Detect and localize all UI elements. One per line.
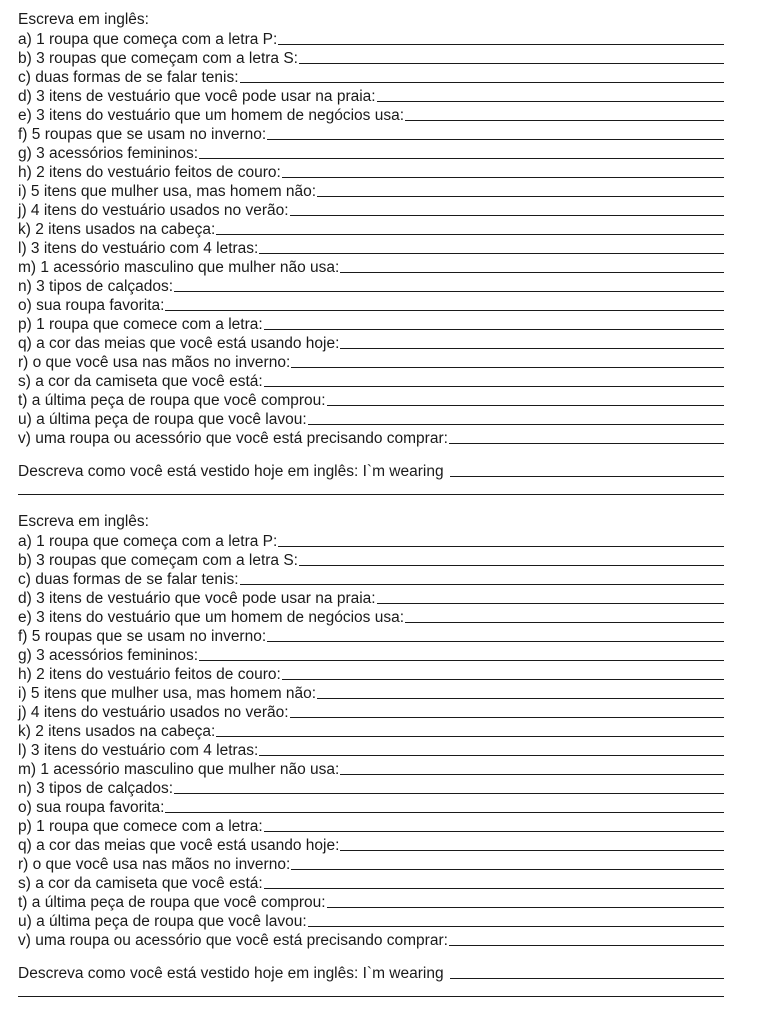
question-q	[18, 333, 724, 352]
question-n-text: n) 3 tipos de calçados:	[18, 780, 174, 797]
question-q-text: q) a cor das meias que você está usando hoje:	[18, 335, 340, 352]
question-g-text: g) 3 acessórios femininos:	[18, 145, 199, 162]
question-t-text: t) a última peça de roupa que você comprou:	[18, 894, 326, 911]
answer-line-l[interactable]	[259, 755, 724, 756]
question-n-text: n) 3 tipos de calçados:	[18, 278, 174, 295]
question-p-text: p) 1 roupa que comece com a letra:	[18, 818, 263, 835]
question-l	[18, 740, 724, 759]
answer-line-n[interactable]	[174, 291, 724, 292]
question-c-text: c) duas formas de se falar tenis:	[18, 69, 239, 86]
question-v	[18, 428, 724, 447]
extra-answer-line[interactable]	[18, 982, 724, 997]
worksheet-copy-1	[18, 10, 724, 495]
question-c-text: c) duas formas de se falar tenis:	[18, 571, 239, 588]
question-h-text: h) 2 itens do vestuário feitos de couro:	[18, 164, 281, 181]
question-o-text: o) sua roupa favorita:	[18, 297, 165, 314]
answer-line-q[interactable]	[340, 850, 724, 851]
question-s	[18, 371, 724, 390]
answer-line-q[interactable]	[340, 348, 724, 349]
question-s-text: s) a cor da camiseta que você está:	[18, 373, 263, 390]
answer-line-t[interactable]	[327, 405, 724, 406]
question-k	[18, 721, 724, 740]
question-u-text: u) a última peça de roupa que você lavou:	[18, 411, 307, 428]
answer-line-v[interactable]	[449, 443, 724, 444]
question-d-text: d) 3 itens de vestuário que você pode usar na praia:	[18, 88, 376, 105]
answer-line-m[interactable]	[340, 774, 724, 775]
answer-line-d[interactable]	[377, 603, 724, 604]
question-i	[18, 683, 724, 702]
answer-line-wearing[interactable]	[450, 978, 724, 979]
worksheet-copy-2	[18, 512, 724, 997]
question-s-text: s) a cor da camiseta que você está:	[18, 875, 263, 892]
question-f-text: f) 5 roupas que se usam no inverno:	[18, 628, 267, 645]
answer-line-b[interactable]	[299, 565, 724, 566]
question-h	[18, 664, 724, 683]
question-a	[18, 531, 724, 550]
answer-line-n[interactable]	[174, 793, 724, 794]
question-f	[18, 124, 724, 143]
question-i-text: i) 5 itens que mulher usa, mas homem não:	[18, 183, 317, 200]
question-j-text: j) 4 itens do vestuário usados no verão:	[18, 704, 289, 721]
answer-line-k[interactable]	[216, 736, 724, 737]
answer-line-j[interactable]	[290, 215, 724, 216]
answer-line-b[interactable]	[299, 63, 724, 64]
question-d	[18, 588, 724, 607]
question-r	[18, 352, 724, 371]
answer-line-g[interactable]	[199, 158, 724, 159]
question-v-text: v) uma roupa ou acessório que você está precisando comprar:	[18, 932, 448, 949]
question-v-text: v) uma roupa ou acessório que você está precisando comprar:	[18, 430, 448, 447]
closing-question	[18, 963, 724, 982]
answer-line-c[interactable]	[240, 82, 724, 83]
question-a	[18, 29, 724, 48]
question-m-text: m) 1 acessório masculino que mulher não usa:	[18, 761, 340, 778]
question-k	[18, 219, 724, 238]
answer-line-s[interactable]	[264, 888, 724, 889]
question-t	[18, 390, 724, 409]
question-m-text: m) 1 acessório masculino que mulher não usa:	[18, 259, 340, 276]
answer-line-l[interactable]	[259, 253, 724, 254]
question-p-text: p) 1 roupa que comece com a letra:	[18, 316, 263, 333]
answer-line-wearing[interactable]	[450, 476, 724, 477]
question-i	[18, 181, 724, 200]
closing-question-text: Descreva como você está vestido hoje em inglês: I`m wearing	[18, 965, 444, 982]
question-j	[18, 200, 724, 219]
question-u	[18, 911, 724, 930]
question-e-text: e) 3 itens do vestuário que um homem de negócios usa:	[18, 107, 405, 124]
answer-line-e[interactable]	[405, 120, 724, 121]
question-d	[18, 86, 724, 105]
question-v	[18, 930, 724, 949]
answer-line-s[interactable]	[264, 386, 724, 387]
answer-line-a[interactable]	[278, 44, 724, 45]
spacer	[18, 949, 724, 963]
closing-question	[18, 461, 724, 480]
question-a-text: a) 1 roupa que começa com a letra P:	[18, 533, 278, 550]
question-q-text: q) a cor das meias que você está usando hoje:	[18, 837, 340, 854]
worksheet-heading: Escreva em inglês:	[18, 11, 149, 28]
extra-answer-line[interactable]	[18, 480, 724, 495]
question-m	[18, 257, 724, 276]
answer-line-r[interactable]	[291, 869, 724, 870]
question-m	[18, 759, 724, 778]
answer-line-c[interactable]	[240, 584, 724, 585]
question-r	[18, 854, 724, 873]
question-u-text: u) a última peça de roupa que você lavou:	[18, 913, 307, 930]
answer-line-p[interactable]	[264, 329, 724, 330]
question-r-text: r) o que você usa nas mãos no inverno:	[18, 354, 291, 371]
question-b-text: b) 3 roupas que começam com a letra S:	[18, 552, 298, 569]
answer-line-g[interactable]	[199, 660, 724, 661]
question-n	[18, 778, 724, 797]
question-a-text: a) 1 roupa que começa com a letra P:	[18, 31, 278, 48]
answer-line-r[interactable]	[291, 367, 724, 368]
worksheet-heading: Escreva em inglês:	[18, 513, 149, 530]
answer-line-k[interactable]	[216, 234, 724, 235]
question-l-text: l) 3 itens do vestuário com 4 letras:	[18, 742, 259, 759]
answer-line-d[interactable]	[377, 101, 724, 102]
question-r-text: r) o que você usa nas mãos no inverno:	[18, 856, 291, 873]
question-f-text: f) 5 roupas que se usam no inverno:	[18, 126, 267, 143]
spacer	[18, 447, 724, 461]
answer-line-p[interactable]	[264, 831, 724, 832]
answer-line-v[interactable]	[449, 945, 724, 946]
question-e-text: e) 3 itens do vestuário que um homem de negócios usa:	[18, 609, 405, 626]
question-p	[18, 816, 724, 835]
closing-question-text: Descreva como você está vestido hoje em inglês: I`m wearing	[18, 463, 444, 480]
question-u	[18, 409, 724, 428]
question-s	[18, 873, 724, 892]
question-c	[18, 67, 724, 86]
answer-line-u[interactable]	[308, 424, 724, 425]
answer-line-m[interactable]	[340, 272, 724, 273]
question-j-text: j) 4 itens do vestuário usados no verão:	[18, 202, 289, 219]
answer-line-i[interactable]	[317, 196, 724, 197]
question-o-text: o) sua roupa favorita:	[18, 799, 165, 816]
answer-line-f[interactable]	[267, 139, 724, 140]
question-p	[18, 314, 724, 333]
question-k-text: k) 2 itens usados na cabeça:	[18, 723, 216, 740]
question-h	[18, 162, 724, 181]
question-f	[18, 626, 724, 645]
question-k-text: k) 2 itens usados na cabeça:	[18, 221, 216, 238]
question-l	[18, 238, 724, 257]
question-d-text: d) 3 itens de vestuário que você pode usar na praia:	[18, 590, 376, 607]
question-q	[18, 835, 724, 854]
question-g	[18, 143, 724, 162]
question-c	[18, 569, 724, 588]
question-o	[18, 797, 724, 816]
question-n	[18, 276, 724, 295]
question-h-text: h) 2 itens do vestuário feitos de couro:	[18, 666, 281, 683]
question-o	[18, 295, 724, 314]
question-j	[18, 702, 724, 721]
answer-line-e[interactable]	[405, 622, 724, 623]
question-b	[18, 48, 724, 67]
question-e	[18, 607, 724, 626]
answer-line-h[interactable]	[282, 177, 724, 178]
question-g	[18, 645, 724, 664]
question-g-text: g) 3 acessórios femininos:	[18, 647, 199, 664]
question-t-text: t) a última peça de roupa que você comprou:	[18, 392, 326, 409]
answer-line-o[interactable]	[165, 310, 724, 311]
answer-line-t[interactable]	[327, 907, 724, 908]
question-i-text: i) 5 itens que mulher usa, mas homem não:	[18, 685, 317, 702]
question-b	[18, 550, 724, 569]
answer-line-j[interactable]	[290, 717, 724, 718]
question-b-text: b) 3 roupas que começam com a letra S:	[18, 50, 298, 67]
question-t	[18, 892, 724, 911]
answer-line-f[interactable]	[267, 641, 724, 642]
answer-line-u[interactable]	[308, 926, 724, 927]
answer-line-h[interactable]	[282, 679, 724, 680]
question-l-text: l) 3 itens do vestuário com 4 letras:	[18, 240, 259, 257]
answer-line-o[interactable]	[165, 812, 724, 813]
question-e	[18, 105, 724, 124]
answer-line-i[interactable]	[317, 698, 724, 699]
answer-line-a[interactable]	[278, 546, 724, 547]
